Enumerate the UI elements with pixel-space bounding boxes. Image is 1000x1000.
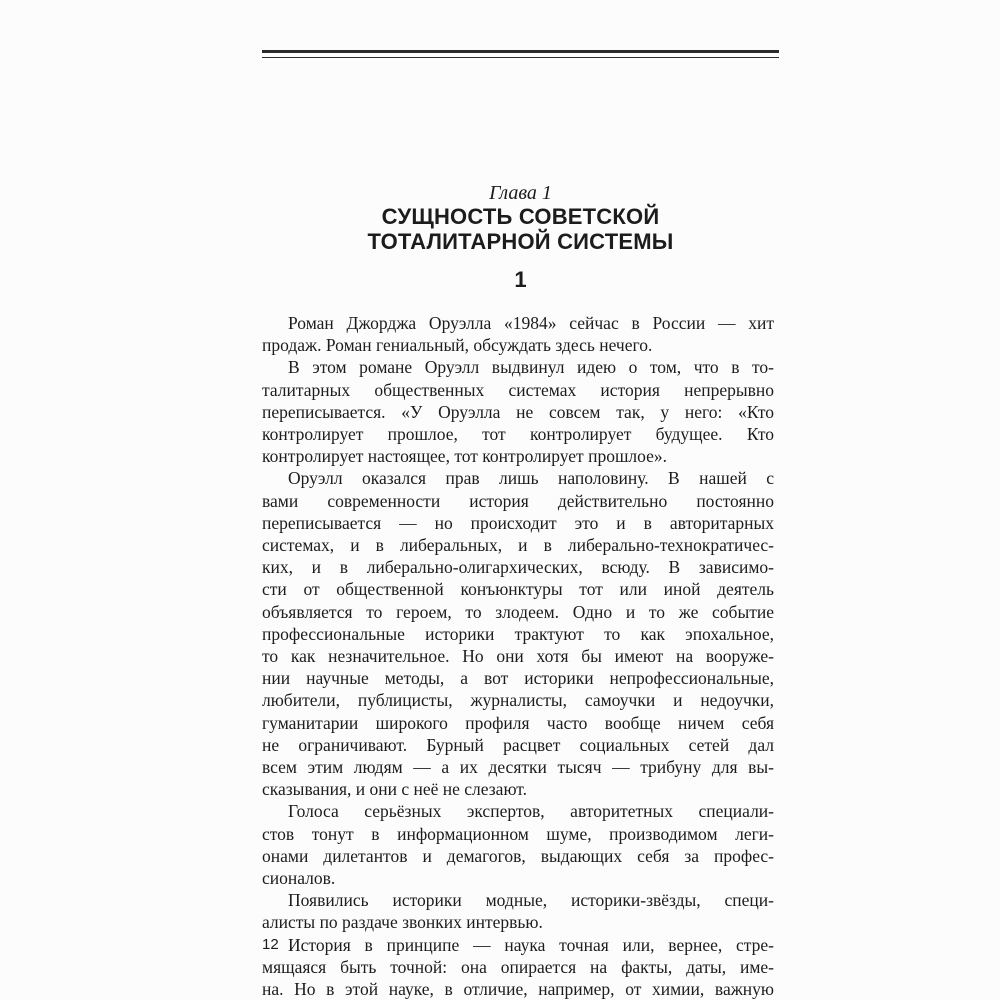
text-line: В этом романе Оруэлл выдвинул идею о том, что в то-: [288, 357, 774, 378]
text-line: переписывается. «У Оруэлла не совсем так, у него: «Кто: [262, 401, 774, 422]
text-line: не ограничивают. Бурный расцвет социальных сетей дал: [262, 734, 774, 755]
text-line: переписывается — но происходит это и в авторитарных: [262, 512, 774, 533]
text-line: талитарных общественных системах история непрерывно: [262, 379, 774, 400]
text-line: Оруэлл оказался прав лишь наполовину. В нашей с: [288, 468, 774, 489]
text-line: сионалов.: [262, 868, 336, 889]
text-line: Голоса серьёзных экспертов, авторитетных специали-: [288, 801, 774, 822]
text-line: контролирует настоящее, тот контролирует прошлое».: [262, 446, 668, 467]
chapter-title-line: ТОТАЛИТАРНОЙ СИСТЕМЫ: [367, 229, 674, 254]
chapter-label: Глава 1: [489, 182, 552, 204]
text-line: контролирует прошлое, тот контролирует будущее. Кто: [262, 424, 774, 445]
page-number: 12: [262, 936, 279, 953]
header-rule-thick: [262, 50, 779, 53]
text-line: гуманитарии широкого профиля часто вообще ничем себя: [262, 712, 774, 733]
text-line: продаж. Роман гениальный, обсуждать здесь нечего.: [262, 335, 653, 356]
text-line: мящаяся быть точной: она опирается на факты, даты, име-: [262, 956, 774, 977]
text-line: объявляется то героем, то злодеем. Одно и то же событие: [262, 601, 774, 622]
text-line: Появились историки модные, историки-звёзды, специ-: [288, 890, 774, 911]
text-line: алисты по раздаче звонких интервью.: [262, 912, 543, 933]
header-rule-thin: [262, 57, 779, 58]
text-line: то как незначительное. Но они хотя бы имеют на вооруже-: [262, 646, 774, 667]
text-line: любители, публицисты, журналисты, самоучки и недоучки,: [262, 690, 774, 711]
paragraph: [262, 800, 774, 889]
chapter-title-line: СУЩНОСТЬ СОВЕТСКОЙ: [381, 204, 660, 229]
section-number: 1: [514, 267, 527, 292]
text-line: профессиональные историки трактуют то как эпохальное,: [262, 623, 774, 644]
text-line: онами дилетантов и демагогов, выдающих себя за профес-: [262, 845, 774, 866]
chapter-title: [262, 204, 779, 254]
text-line: Роман Джорджа Оруэлла «1984» сейчас в России — хит: [288, 313, 774, 333]
text-line: стов тонут в информационном шуме, производимом леги-: [262, 823, 774, 844]
text-line: на. Но в этой науке, в отличие, например, от химии, важную: [262, 979, 774, 1000]
paragraph: [262, 356, 774, 467]
paragraph: [262, 467, 774, 800]
text-line: системах, и в либеральных, и в либерально-технократичес-: [262, 535, 774, 556]
text-line: История в принципе — наука точная или, вернее, стре-: [288, 934, 774, 955]
body-text: [262, 312, 774, 1000]
text-line: нии научные методы, а вот историки непрофессиональные,: [262, 668, 774, 689]
paragraph: [262, 934, 774, 1000]
text-line: сказывания, и они с неё не слезают.: [262, 779, 528, 800]
text-line: ких, и в либерально-олигархических, всюду. В зависимо-: [262, 557, 774, 578]
paragraph: [262, 889, 774, 933]
text-line: вами современности история действительно постоянно: [262, 490, 774, 511]
paragraph: [262, 312, 774, 356]
text-line: сти от общественной конъюнктуры тот или иной деятель: [262, 579, 774, 600]
text-line: всем этим людям — а их десятки тысяч — трибуну для вы-: [262, 757, 774, 778]
